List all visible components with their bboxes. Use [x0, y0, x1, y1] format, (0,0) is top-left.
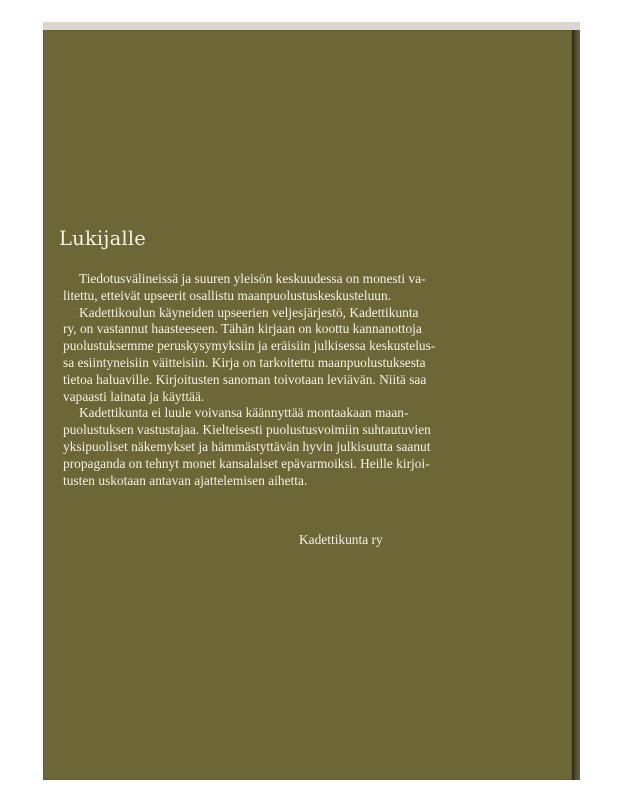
paragraph-3 [63, 405, 463, 489]
cover-spine [572, 30, 580, 780]
text-line: sa esiintyneisiin väitteisiin. Kirja on tarkoitettu maanpuolustuksesta [63, 354, 426, 370]
text-line: puolustuksen vastustajaa. Kielteisesti puolustusvoimiin suhtautuvien [63, 422, 431, 438]
paragraph-1 [63, 271, 463, 305]
text-line: ry, on vastannut haasteeseen. Tähän kirjaan on koottu kannanottoja [63, 321, 422, 337]
text-line: Kadettikoulun käyneiden upseerien veljesjärjestö, Kadettikunta [79, 304, 419, 320]
foreword-text [63, 271, 463, 489]
cover-top-edge [43, 22, 580, 30]
text-line: puolustuksemme peruskysymyksiin ja eräisiin julkisessa keskustelus- [63, 338, 436, 354]
paragraph-2 [63, 305, 463, 406]
text-line: litettu, etteivät upseerit osallistu maanpuolustuskeskusteluun. [63, 287, 392, 303]
text-line: propaganda on tehnyt monet kansalaiset epävarmoiksi. Heille kirjoi- [63, 455, 430, 471]
text-line: vapaasti lainata ja käyttää. [63, 388, 205, 404]
text-line: Tiedotusvälineissä ja suuren yleisön keskuudessa on monesti va- [79, 271, 426, 286]
text-line: tietoa haluaville. Kirjoitusten sanoman toivotaan leviävän. Niitä saa [63, 371, 427, 387]
text-line: Kadettikunta ei luule voivansa käännyttää montaakaan maan- [79, 405, 409, 421]
page-title: Lukijalle [59, 227, 147, 250]
signature: Kadettikunta ry [299, 532, 383, 547]
text-line: yksipuoliset näkemykset ja hämmästyttävän hyvin julkisuutta saanut [63, 438, 431, 454]
text-line: tusten uskotaan antavan ajattelemisen aihetta. [63, 472, 308, 488]
